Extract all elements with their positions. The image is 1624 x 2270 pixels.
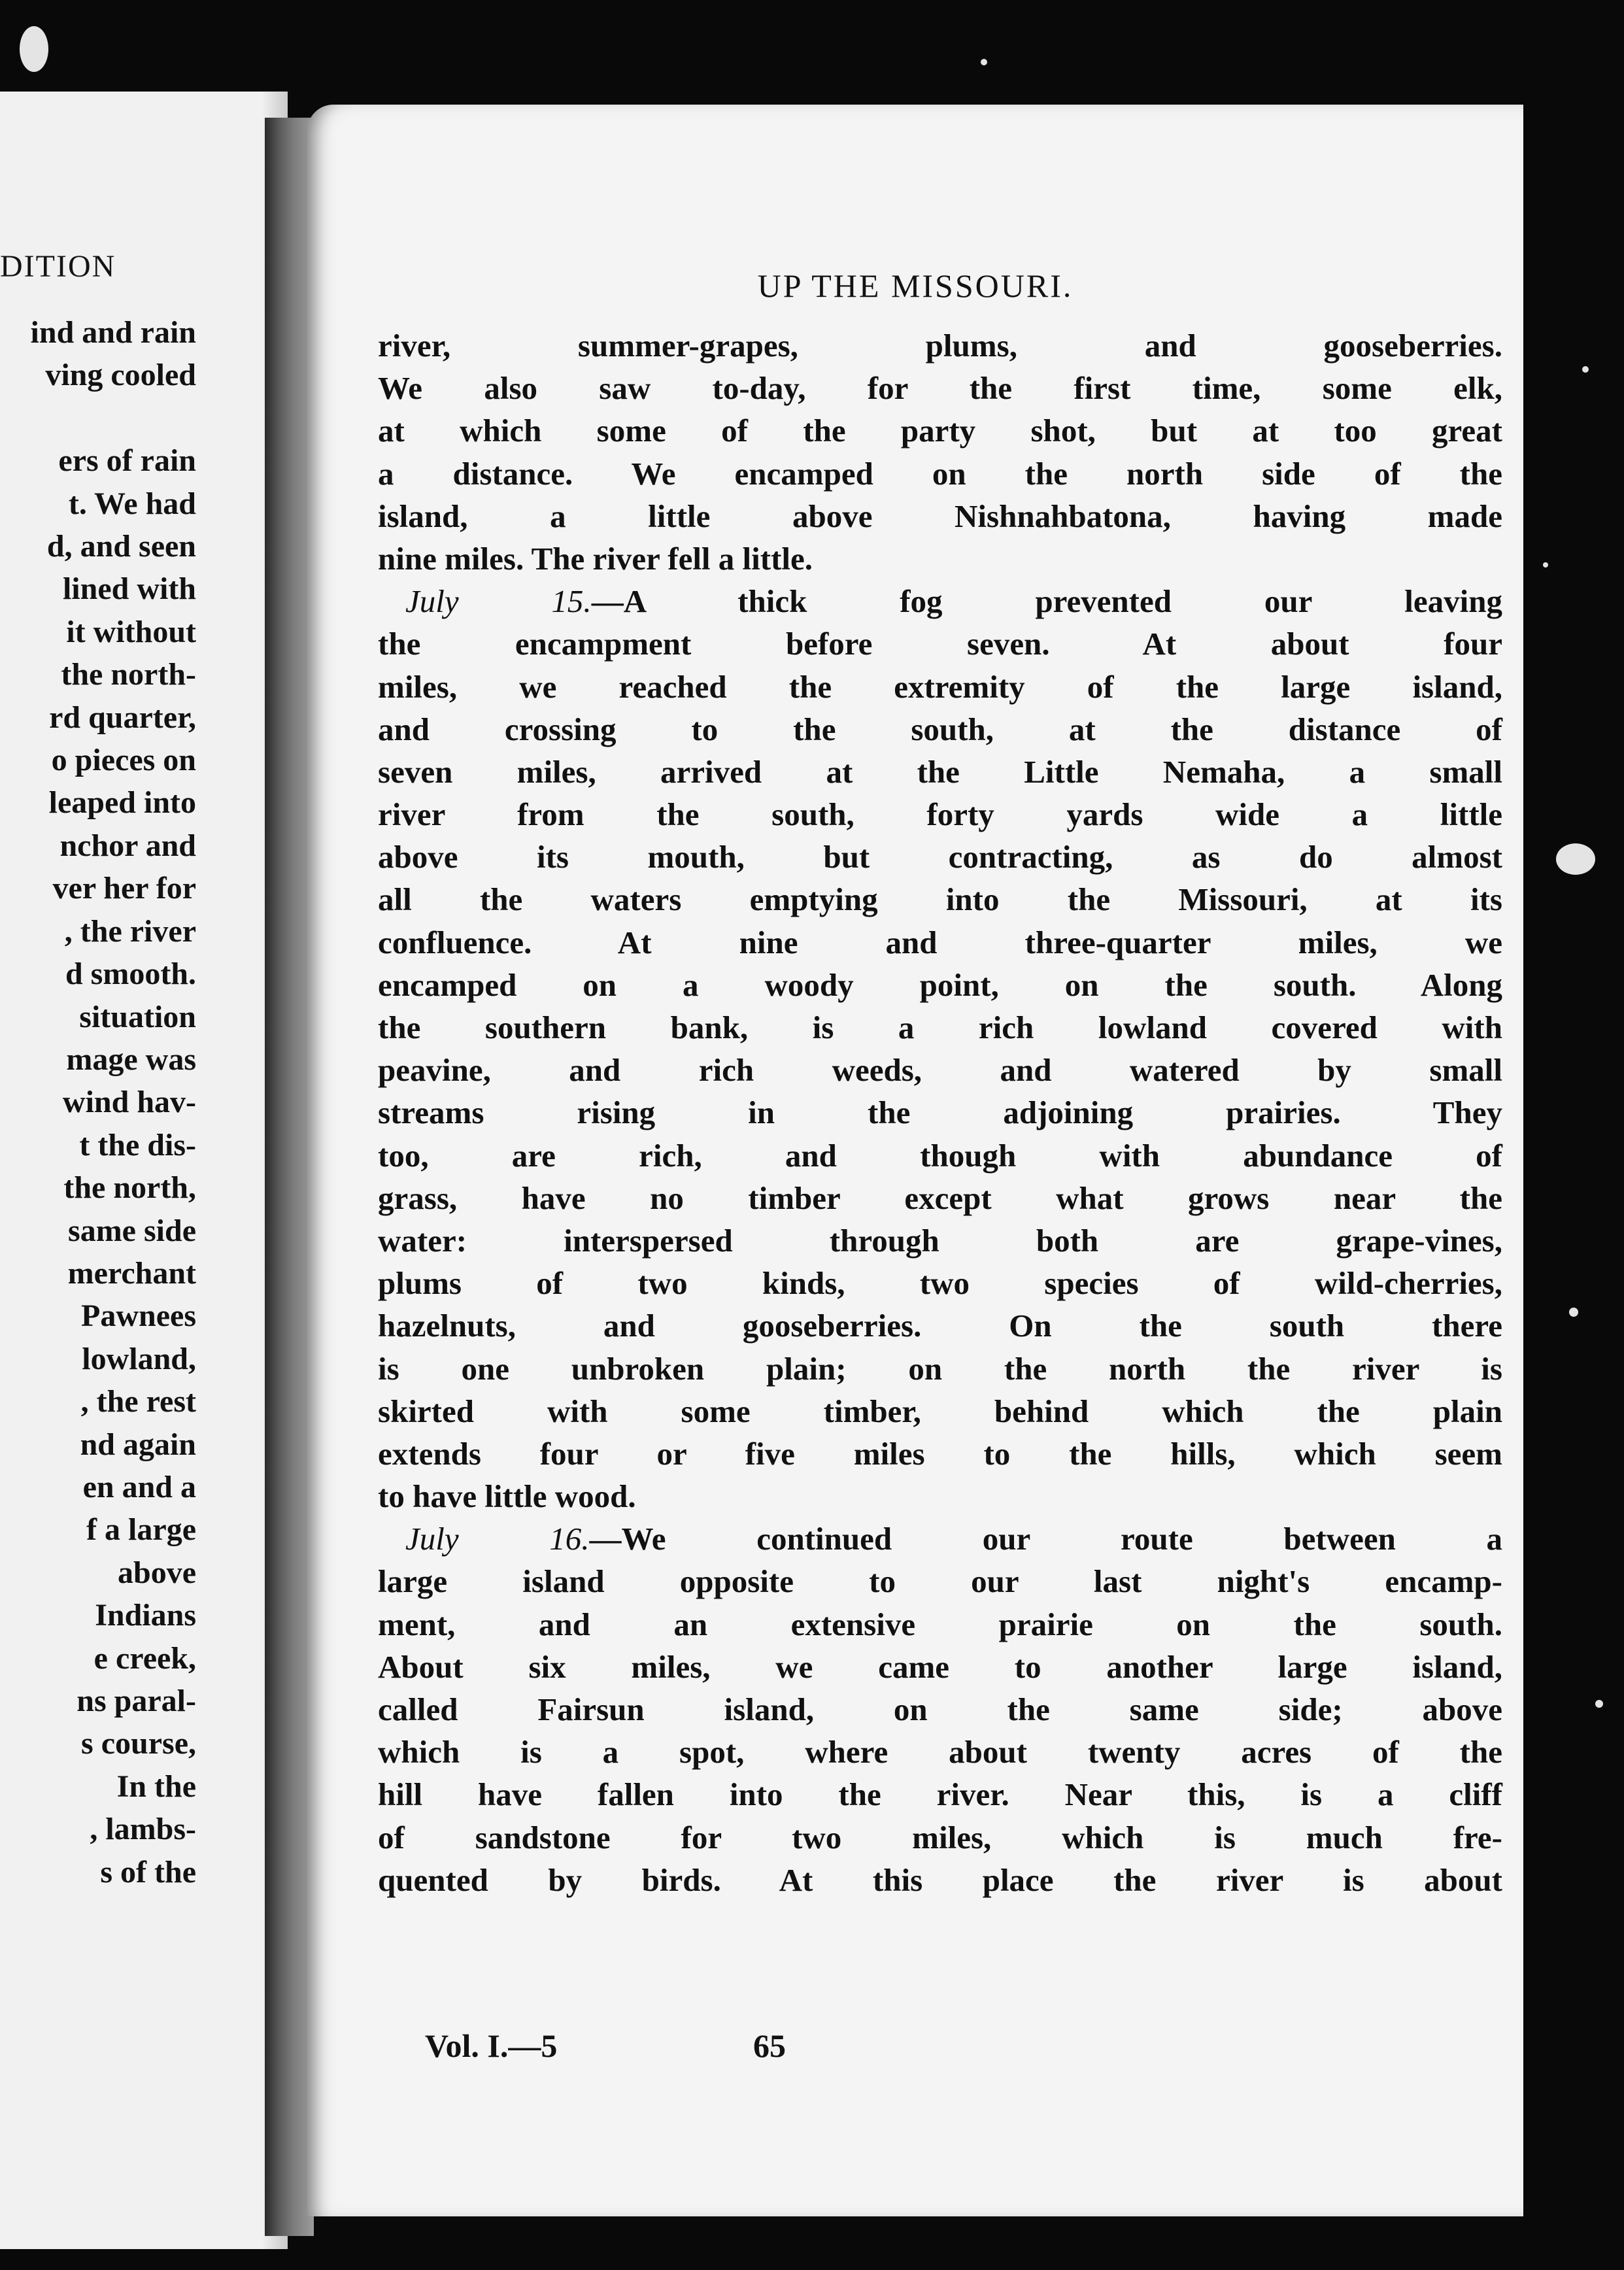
text-line: the southern bank, is a rich lowland covered with — [378, 1009, 1502, 1045]
text-line: hill have fallen into the river. Near this, is a cliff — [378, 1776, 1502, 1813]
text-line: to have little wood. — [378, 1478, 636, 1515]
signature-mark: Vol. I.—5 — [425, 2027, 558, 2064]
text-line: quented by birds. At this place the river is about — [378, 1861, 1502, 1898]
text-line: hazelnuts, and gooseberries. On the south there — [378, 1308, 1502, 1344]
left-line: leaped into — [48, 785, 196, 821]
text-line: river, summer-grapes, plums, and gooseberries. — [378, 328, 1502, 364]
left-line: o pieces on — [51, 743, 196, 778]
left-line: en and a — [82, 1469, 196, 1504]
text-line: a distance. We encamped on the north side of the — [378, 455, 1502, 492]
left-line: nd again — [80, 1427, 196, 1462]
text-line: streams rising in the adjoining prairies. They — [378, 1094, 1502, 1131]
dust-speck — [1582, 366, 1589, 373]
text-line: seven miles, arrived at the Little Nemaha, a small — [378, 753, 1502, 790]
entry-text: —A thick fog prevented our leaving — [591, 583, 1502, 620]
left-line: , the rest — [80, 1384, 196, 1419]
left-line: ind and rain — [30, 315, 196, 350]
left-line: lowland, — [82, 1341, 196, 1376]
text-line: called Fairsun island, on the same side; above — [378, 1691, 1502, 1727]
left-line: t the dis- — [79, 1127, 196, 1162]
text-line-dated — [378, 1517, 1502, 1560]
left-line: s of the — [100, 1854, 196, 1889]
left-line — [0, 397, 196, 439]
left-line: ver her for — [52, 871, 196, 906]
dust-speck — [20, 26, 48, 72]
text-line: above its mouth, but contracting, as do almost — [378, 839, 1502, 875]
left-line: ving cooled — [45, 358, 196, 393]
left-line: above — [118, 1555, 196, 1590]
text-line: is one unbroken plain; on the north the river is — [378, 1350, 1502, 1387]
left-line: Indians — [95, 1598, 196, 1633]
book-spine-shadow — [265, 118, 314, 2236]
text-line: water: interspersed through both are grape-vines, — [378, 1222, 1502, 1259]
page-body — [378, 324, 1502, 1901]
text-line: at which some of the party shot, but at too great — [378, 413, 1502, 449]
running-head: UP THE MISSOURI. — [757, 267, 1074, 304]
left-line: ers of rain — [58, 443, 196, 479]
text-line: the encampment before seven. At about four — [378, 626, 1502, 662]
text-line: We also saw to-day, for the first time, some elk, — [378, 370, 1502, 407]
left-line: it without — [66, 614, 196, 649]
text-line: and crossing to the south, at the distance of — [378, 711, 1502, 747]
left-running-head: DITION — [0, 249, 116, 284]
left-line: rd quarter, — [49, 700, 196, 735]
text-line: river from the south, forty yards wide a little — [378, 796, 1502, 833]
text-line: which is a spot, where about twenty acres of the — [378, 1734, 1502, 1770]
left-line: s course, — [81, 1726, 196, 1761]
left-line: ns paral- — [76, 1684, 196, 1718]
text-line: too, are rich, and though with abundance of — [378, 1137, 1502, 1174]
text-line: encamped on a woody point, on the south. Along — [378, 966, 1502, 1003]
left-line: wind hav- — [62, 1085, 196, 1120]
page-number: 65 — [753, 2027, 786, 2064]
text-line: grass, have no timber except what grows near the — [378, 1179, 1502, 1216]
left-page-text — [0, 311, 196, 1893]
left-line: lined with — [62, 571, 196, 607]
text-line: miles, we reached the extremity of the large island, — [378, 668, 1502, 705]
left-page — [0, 92, 288, 2249]
left-line: In the — [116, 1769, 196, 1804]
left-line: nchor and — [59, 828, 196, 863]
right-page — [307, 105, 1523, 2216]
text-line: nine miles. The river fell a little. — [378, 540, 813, 577]
left-line: t. We had — [68, 486, 196, 521]
left-line: f a large — [86, 1512, 196, 1548]
text-line-dated — [378, 580, 1502, 622]
text-line: confluence. At nine and three-quarter miles, we — [378, 924, 1502, 960]
text-line: all the waters emptying into the Missouri, at its — [378, 881, 1502, 918]
text-line: large island opposite to our last night's encamp- — [378, 1563, 1502, 1600]
dust-speck — [1543, 562, 1548, 568]
left-line: same side — [68, 1213, 196, 1248]
left-line: d, and seen — [46, 529, 196, 564]
left-line: , the river — [64, 913, 196, 949]
dust-speck — [1595, 1700, 1603, 1708]
left-line: e creek, — [93, 1640, 196, 1676]
entry-date: July 15. — [405, 583, 592, 620]
text-line: plums of two kinds, two species of wild-cherries, — [378, 1265, 1502, 1302]
left-line: merchant — [67, 1255, 196, 1291]
text-line: ment, and an extensive prairie on the south. — [378, 1606, 1502, 1642]
text-line: extends four or five miles to the hills, which seem — [378, 1435, 1502, 1472]
dust-speck — [1569, 1308, 1578, 1317]
text-line: skirted with some timber, behind which the plain — [378, 1393, 1502, 1429]
text-line: About six miles, we came to another large island, — [378, 1648, 1502, 1685]
text-line: peavine, and rich weeds, and watered by small — [378, 1052, 1502, 1089]
left-line: the north, — [63, 1170, 196, 1206]
left-line: d smooth. — [65, 957, 196, 992]
left-line: mage was — [66, 1042, 196, 1077]
entry-date: July 16. — [405, 1521, 590, 1557]
left-line: , lambs- — [90, 1812, 196, 1847]
left-line: situation — [79, 999, 196, 1034]
text-line: of sandstone for two miles, which is much fre- — [378, 1819, 1502, 1855]
left-line: the north- — [61, 657, 196, 692]
text-line: island, a little above Nishnahbatona, having made — [378, 498, 1502, 534]
dust-speck — [1556, 843, 1595, 875]
dust-speck — [981, 59, 987, 65]
entry-text: —We continued our route between a — [589, 1521, 1502, 1557]
left-line: Pawnees — [81, 1298, 196, 1334]
